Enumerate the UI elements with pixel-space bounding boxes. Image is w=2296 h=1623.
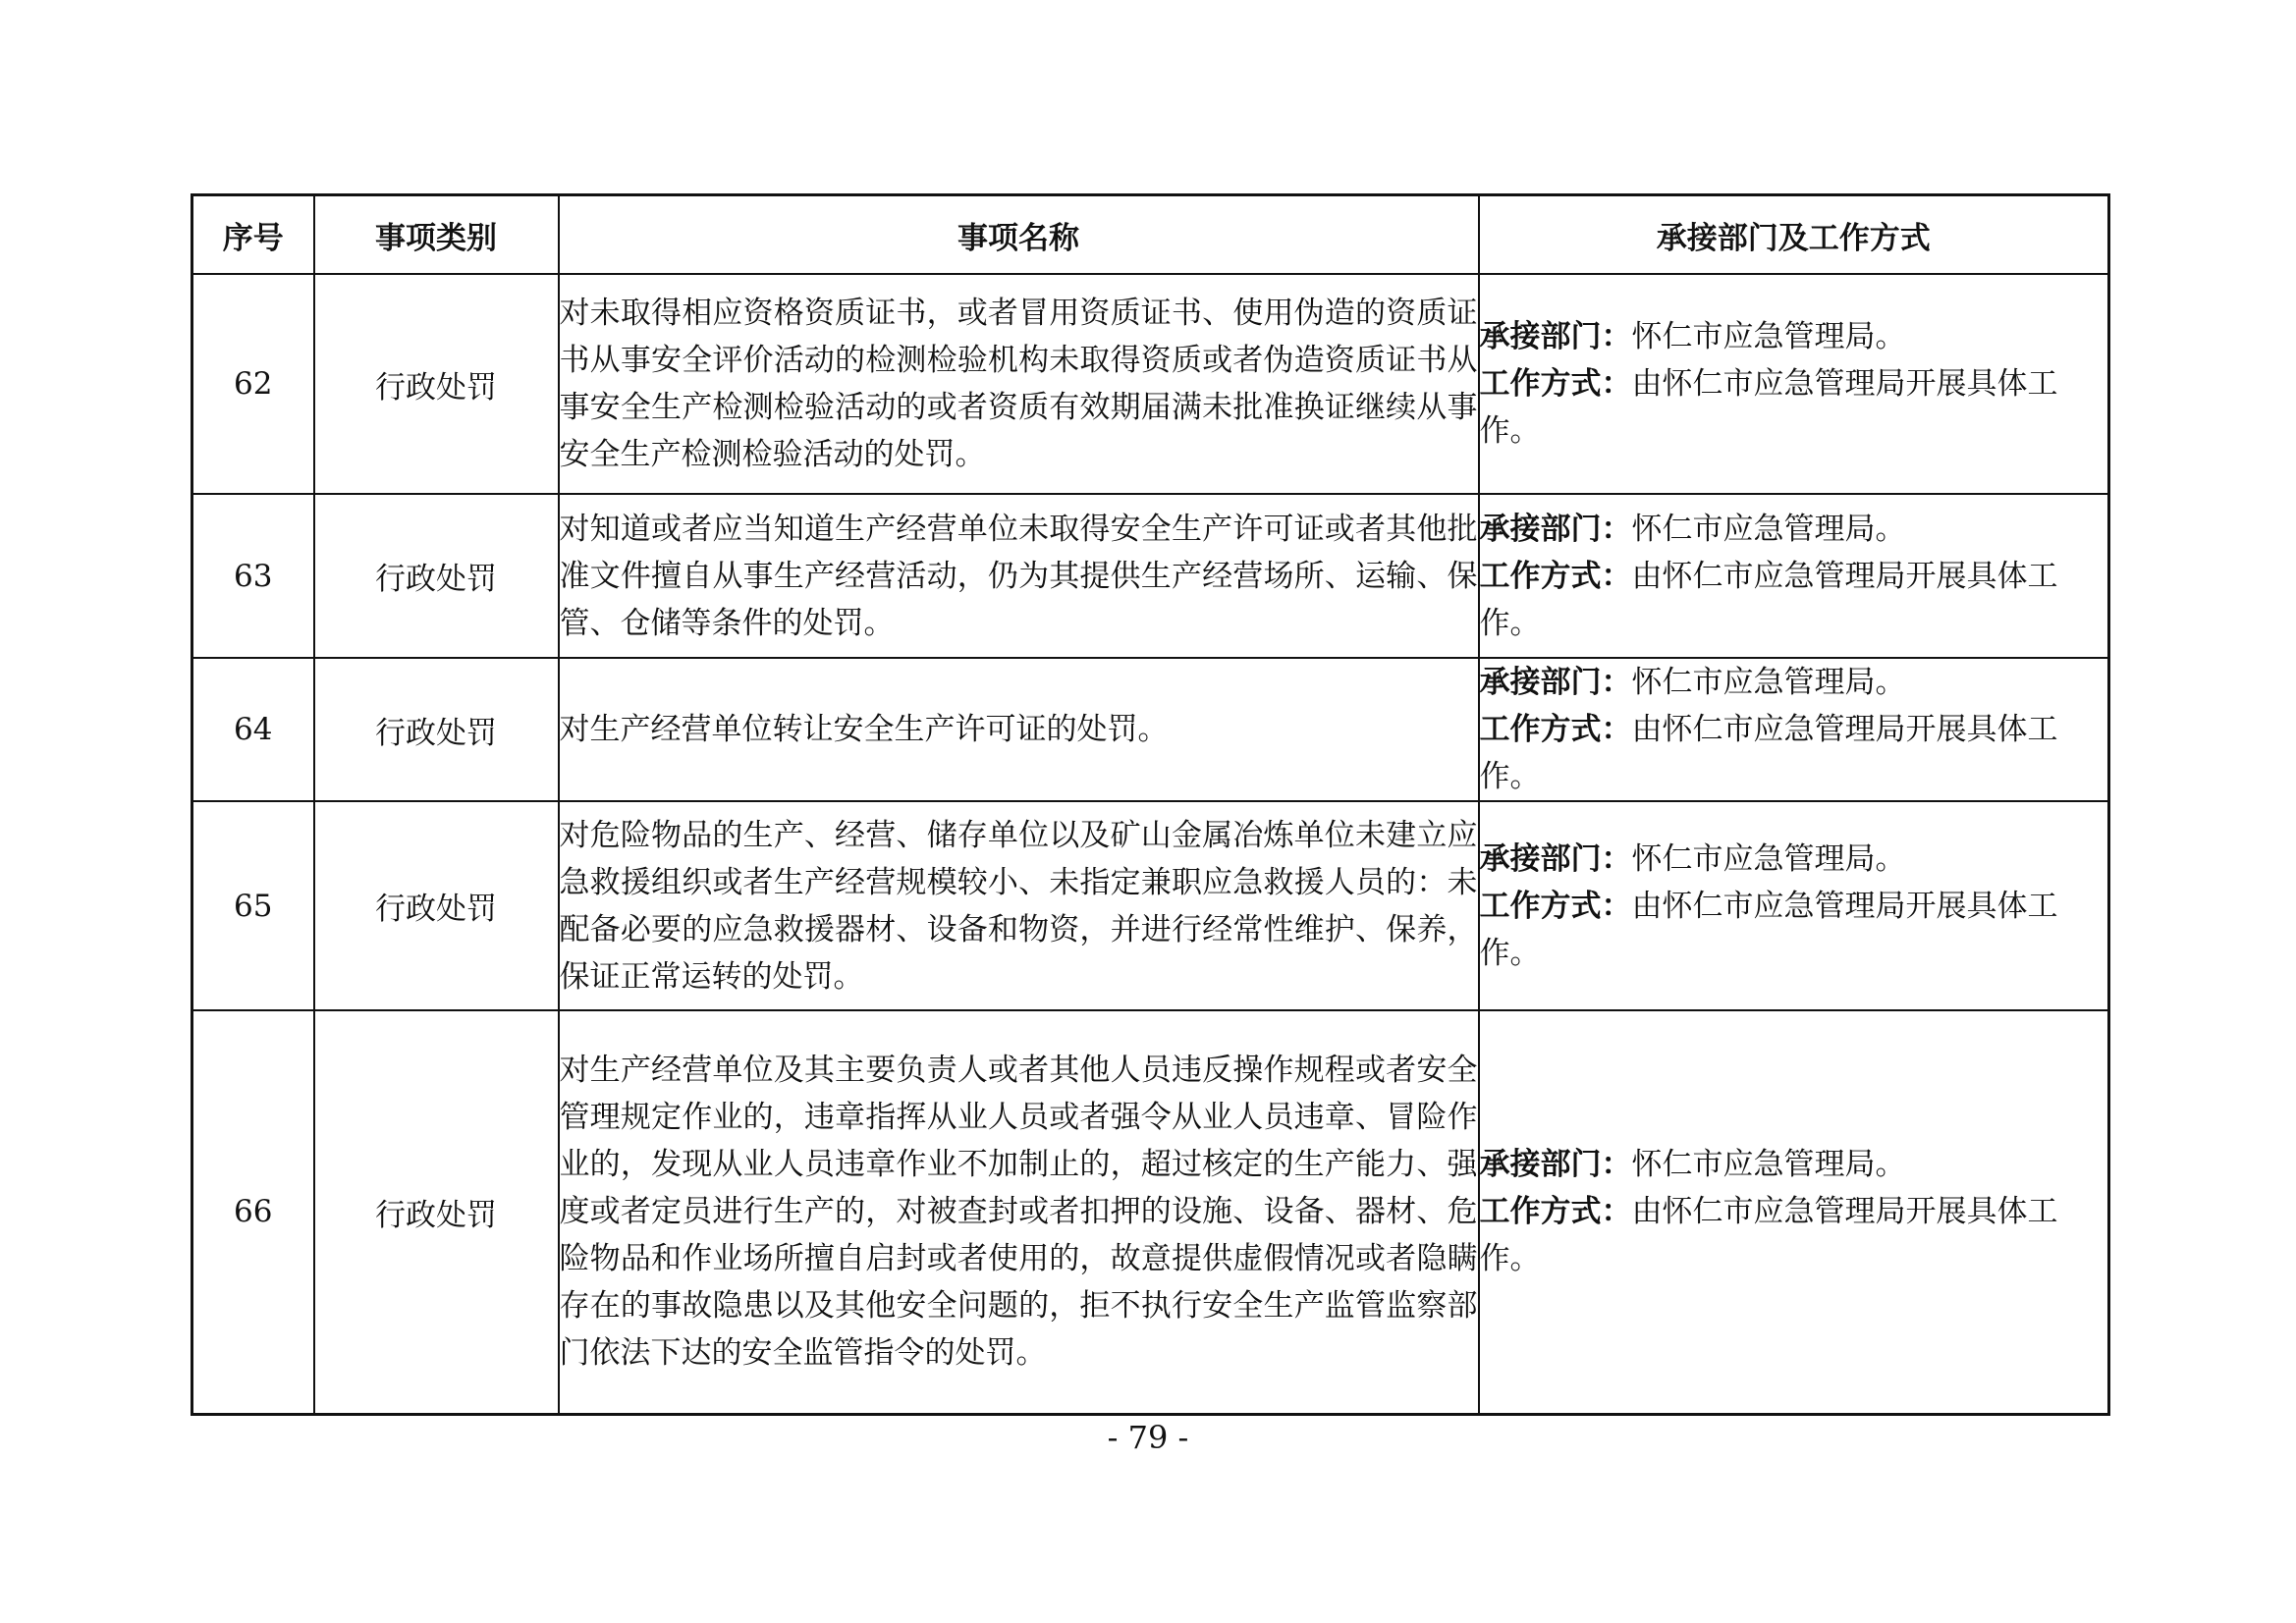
table-header-row xyxy=(192,195,2109,275)
row-dept xyxy=(1479,274,2109,494)
header-category: 事项类别 xyxy=(314,195,559,275)
method-label: 工作方式： xyxy=(1479,888,1632,924)
row-category: 行政处罚 xyxy=(314,1010,559,1414)
row-dept xyxy=(1479,658,2109,801)
dept-label: 承接部门： xyxy=(1479,665,1632,700)
row-seq: 64 xyxy=(192,658,314,801)
table-row xyxy=(192,274,2109,494)
row-seq: 62 xyxy=(192,274,314,494)
header-dept: 承接部门及工作方式 xyxy=(1479,195,2109,275)
dept-value: 怀仁市应急管理局。 xyxy=(1631,319,1906,354)
dept-label: 承接部门： xyxy=(1479,1147,1632,1183)
method-value: 由怀仁市应急管理局开展具体工作。 xyxy=(1479,1194,2058,1277)
method-label: 工作方式： xyxy=(1479,366,1632,402)
row-dept xyxy=(1479,801,2109,1010)
header-name: 事项名称 xyxy=(559,195,1479,275)
row-category: 行政处罚 xyxy=(314,801,559,1010)
row-category: 行政处罚 xyxy=(314,658,559,801)
row-dept xyxy=(1479,1010,2109,1414)
dept-value: 怀仁市应急管理局。 xyxy=(1631,511,1906,547)
row-name: 对未取得相应资格资质证书，或者冒用资质证书、使用伪造的资质证书从事安全评价活动的检测检验机构未取得资质或者伪造资质证书从事安全生产检测检验活动的或者资质有效期届满未批准换证继续从事安全生产检测检验活动的处罚。 xyxy=(559,274,1479,494)
row-dept xyxy=(1479,494,2109,658)
dept-label: 承接部门： xyxy=(1479,319,1632,354)
method-value: 由怀仁市应急管理局开展具体工作。 xyxy=(1479,366,2058,449)
dept-value: 怀仁市应急管理局。 xyxy=(1631,665,1906,700)
method-value: 由怀仁市应急管理局开展具体工作。 xyxy=(1479,712,2058,794)
method-label: 工作方式： xyxy=(1479,1194,1632,1230)
header-seq: 序号 xyxy=(192,195,314,275)
table-row xyxy=(192,658,2109,801)
method-value: 由怀仁市应急管理局开展具体工作。 xyxy=(1479,888,2058,971)
row-name: 对生产经营单位转让安全生产许可证的处罚。 xyxy=(559,658,1479,801)
method-label: 工作方式： xyxy=(1479,558,1632,594)
dept-label: 承接部门： xyxy=(1479,840,1632,877)
page-number: - 79 - xyxy=(1107,1419,1189,1456)
dept-value: 怀仁市应急管理局。 xyxy=(1631,840,1906,877)
table-row xyxy=(192,494,2109,658)
row-category: 行政处罚 xyxy=(314,494,559,658)
dept-value: 怀仁市应急管理局。 xyxy=(1631,1147,1906,1183)
row-name: 对危险物品的生产、经营、储存单位以及矿山金属冶炼单位未建立应急救援组织或者生产经营规模较小、未指定兼职应急救援人员的：未配备必要的应急救援器材、设备和物资，并进行经常性维护、保养，保证正常运转的处罚。 xyxy=(559,801,1479,1010)
row-name: 对生产经营单位及其主要负责人或者其他人员违反操作规程或者安全管理规定作业的，违章指挥从业人员或者强令从业人员违章、冒险作业的，发现从业人员违章作业不加制止的，超过核定的生产能力、强度或者定员进行生产的，对被查封或者扣押的设施、设备、器材、危险物品和作业场所擅自启封或者使用的，故意提供虚假情况或者隐瞒存在的事故隐患以及其他安全问题的，拒不执行安全生产监管监察部门依法下达的安全监管指令的处罚。 xyxy=(559,1010,1479,1414)
items-table xyxy=(191,193,2110,1416)
table-row xyxy=(192,801,2109,1010)
row-seq: 66 xyxy=(192,1010,314,1414)
method-label: 工作方式： xyxy=(1479,712,1632,747)
row-name: 对知道或者应当知道生产经营单位未取得安全生产许可证或者其他批准文件擅自从事生产经营活动，仍为其提供生产经营场所、运输、保管、仓储等条件的处罚。 xyxy=(559,494,1479,658)
dept-label: 承接部门： xyxy=(1479,511,1632,547)
row-category: 行政处罚 xyxy=(314,274,559,494)
method-value: 由怀仁市应急管理局开展具体工作。 xyxy=(1479,558,2058,641)
row-seq: 65 xyxy=(192,801,314,1010)
table-row xyxy=(192,1010,2109,1414)
row-seq: 63 xyxy=(192,494,314,658)
